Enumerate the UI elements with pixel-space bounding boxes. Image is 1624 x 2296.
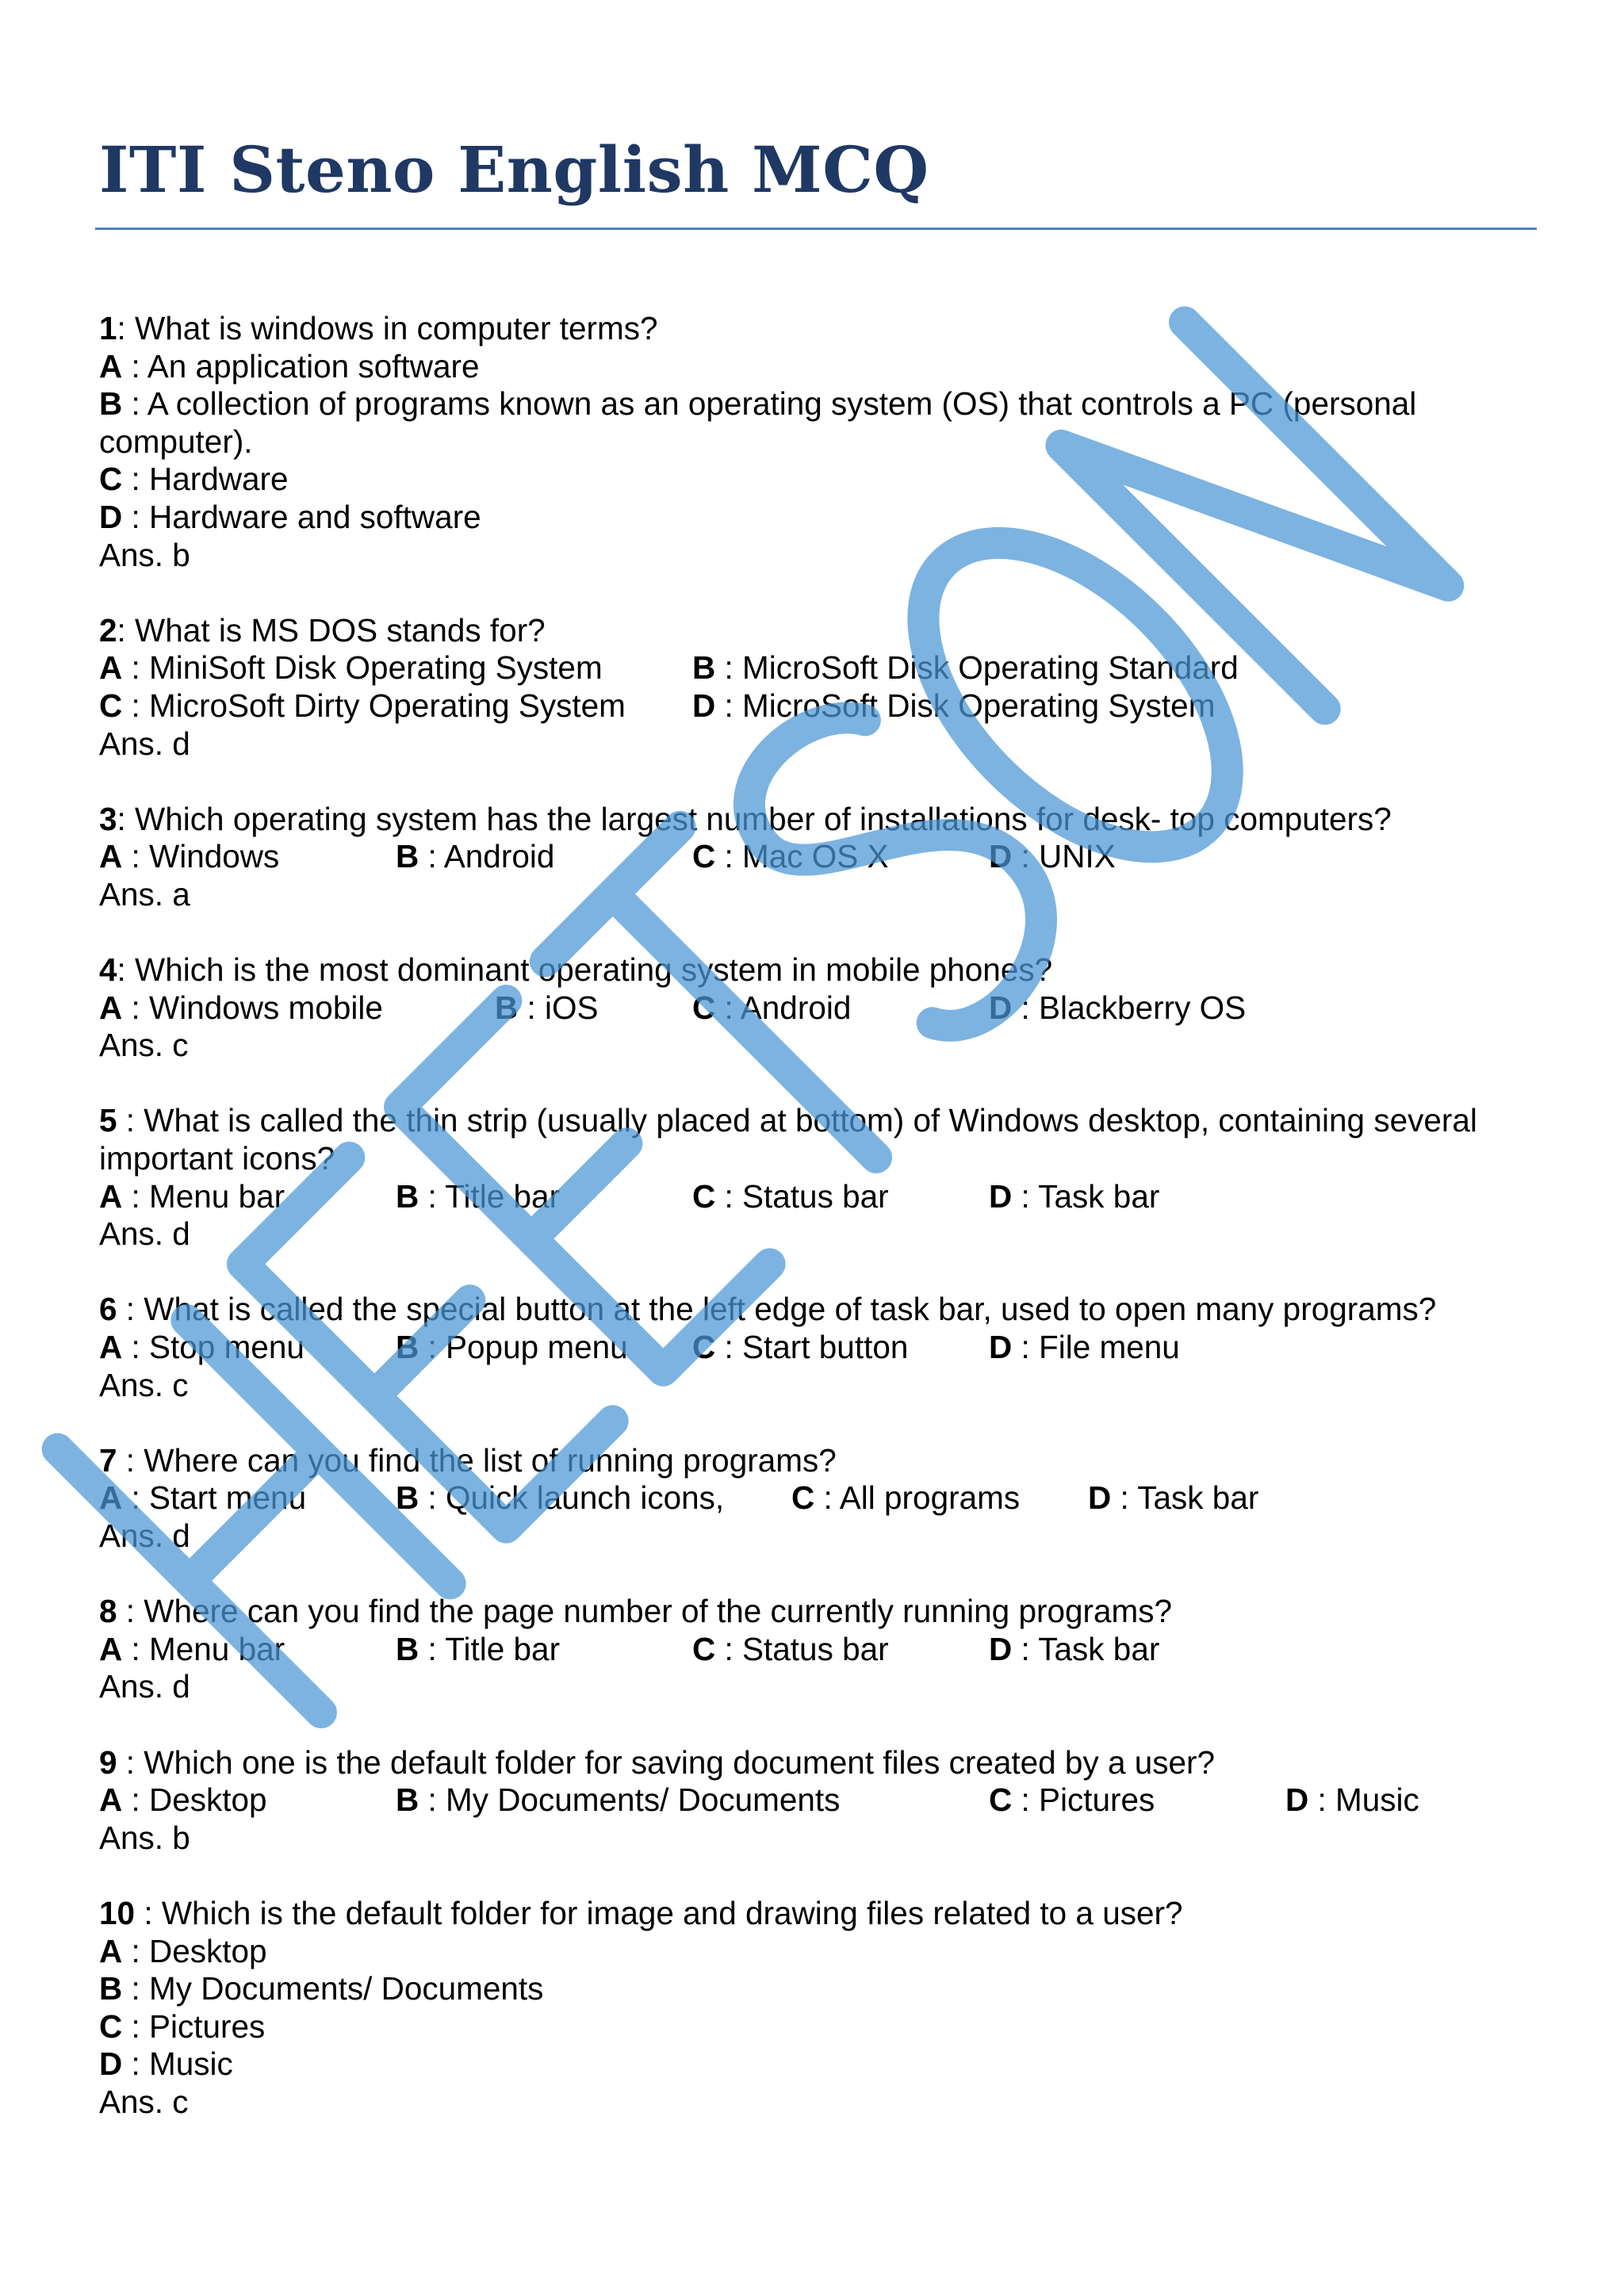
option-text: : Popup menu [419,1329,628,1366]
option-key: D [1285,1781,1309,1819]
option-text: : Status bar [715,1177,889,1215]
option-text: : Pictures [122,2007,266,2045]
option-c [692,1329,989,1367]
option-row [99,1479,1526,1517]
option-b [692,649,1239,687]
option-row [99,989,1526,1027]
question-10 [99,1895,1526,2122]
option-text: : Title bar [419,1177,561,1215]
option-row [99,1781,1526,1820]
option-d [692,687,1215,725]
option-key: B [396,1781,419,1819]
option-a [99,1631,396,1669]
answer: Ans. d [99,1668,190,1705]
option-key: C [99,461,123,498]
option-text: : iOS [518,989,599,1026]
option-c [791,1479,1088,1517]
option-d [1285,1781,1419,1820]
option-key: A [99,1177,123,1215]
question-text: 3: Which operating system has the largest number of installations for desk- top computers? [99,800,1392,837]
option-key: C [692,1329,716,1366]
option-key: D [989,838,1013,875]
option-d [99,2045,1526,2084]
answer: Ans. a [99,875,190,913]
answer: Ans. d [99,1215,190,1253]
answer: Ans. c [99,1366,189,1403]
option-d [989,1631,1159,1669]
option-key: C [692,1177,716,1215]
option-a [99,1329,396,1367]
question-number: 7 [99,1441,117,1479]
option-text: : Hardware and software [122,498,481,535]
option-a [99,1479,396,1517]
option-a [99,989,495,1027]
option-key: D [989,1630,1013,1667]
option-b [396,1178,692,1216]
option-text: : Task bar [1111,1479,1259,1517]
option-d [989,838,1116,876]
option-key: A [99,347,123,385]
option-text: : Hardware [122,461,289,498]
option-text: : Stop menu [122,1329,304,1366]
option-a [99,1178,396,1216]
option-key: B [99,1970,123,2007]
question-6 [99,1291,1526,1404]
option-key: A [99,649,123,687]
option-text: : Music [1308,1781,1419,1819]
option-b [396,1479,791,1517]
option-text: : MicroSoft Disk Operating Standard [715,649,1239,687]
option-text: : My Documents/ Documents [419,1781,841,1819]
question-text: 8 : Where can you find the page number of the currently running programs? [99,1593,1173,1630]
option-key: C [791,1479,815,1517]
option-text: : Windows [122,838,280,875]
option-key: D [99,2045,123,2083]
option-key: D [989,989,1013,1026]
page-title: ITI Steno English MCQ [99,132,929,207]
option-key: C [692,1630,716,1667]
answer: Ans. c [99,1027,189,1064]
question-text: 5 : What is called the thin strip (usually placed at bottom) of Windows desktop, containing several important icons? [99,1102,1487,1177]
question-text: 10 : Which is the default folder for image and drawing files related to a user? [99,1894,1183,1931]
option-text: : My Documents/ Documents [122,1970,544,2007]
option-key: D [99,498,123,535]
option-text: : Music [122,2045,233,2083]
question-number: 5 [99,1102,117,1139]
question-number: 3 [99,800,117,837]
option-key: C [99,687,123,724]
option-text: : Start button [715,1329,909,1366]
question-text: 6 : What is called the special button at the left edge of task bar, used to open many programs? [99,1291,1437,1328]
option-b [495,989,692,1027]
option-text: : Status bar [715,1630,889,1667]
answer: Ans. d [99,1517,190,1554]
option-text: : Quick launch icons, [419,1479,725,1517]
option-d [989,989,1246,1027]
option-text: : All programs [814,1479,1021,1517]
question-number: 1 [99,310,117,346]
option-key: A [99,1479,123,1517]
question-number: 2 [99,611,117,649]
option-text: : Desktop [122,1932,267,1969]
question-list [99,310,1526,2159]
option-key: C [989,1781,1013,1819]
option-text: : Task bar [1012,1630,1160,1667]
question-2 [99,612,1526,763]
option-key: D [989,1329,1013,1366]
option-key: D [692,687,716,724]
option-key: B [396,1329,419,1366]
option-text: : Android [419,838,555,875]
answer: Ans. d [99,725,190,762]
option-a [99,838,396,876]
option-c [692,1631,989,1669]
option-text: : Blackberry OS [1012,989,1247,1026]
option-text: : Mac OS X [715,838,889,875]
question-number: 10 [99,1894,136,1931]
question-text: 4: Which is the most dominant operating system in mobile phones? [99,951,1053,989]
option-c [989,1781,1285,1820]
option-text: : Menu bar [122,1177,285,1215]
option-d [1088,1479,1258,1517]
question-text: 2: What is MS DOS stands for? [99,611,546,649]
option-key: B [396,838,419,875]
question-4 [99,951,1526,1065]
option-key: B [396,1630,419,1667]
option-text: : File menu [1012,1329,1180,1366]
title-divider [95,228,1537,230]
option-text: : Start menu [122,1479,307,1517]
option-d [989,1178,1159,1216]
option-key: B [396,1479,419,1517]
option-d [989,1329,1180,1367]
option-c [692,1178,989,1216]
option-row [99,838,1526,876]
option-key: D [1088,1479,1112,1517]
option-b [396,838,692,876]
answer: Ans. b [99,536,190,573]
option-key: A [99,1781,123,1819]
option-row [99,649,1526,687]
option-b [396,1781,989,1820]
option-key: B [495,989,519,1026]
option-b [99,1970,1526,2008]
option-key: A [99,838,123,875]
option-key: B [692,649,716,687]
question-9 [99,1744,1526,1858]
option-text: : Android [715,989,852,1026]
option-key: B [99,385,123,423]
option-b [396,1329,692,1367]
option-row [99,1329,1526,1367]
option-key: B [396,1177,419,1215]
question-1 [99,310,1526,574]
option-a [99,1933,1526,1971]
option-key: A [99,1932,123,1969]
option-a [99,649,692,687]
question-number: 6 [99,1291,117,1328]
option-text: : MicroSoft Dirty Operating System [122,687,626,724]
option-key: C [99,2007,123,2045]
option-text: : UNIX [1012,838,1116,875]
option-c [99,687,692,725]
option-row [99,1178,1526,1216]
option-text: : Menu bar [122,1630,285,1667]
question-text: 9 : Which one is the default folder for saving document files created by a user? [99,1743,1216,1781]
option-text: : A collection of programs known as an operating system (OS) that controls a PC (personal computer). [99,385,1426,460]
option-text: : Task bar [1012,1177,1160,1215]
option-c [99,461,1526,499]
question-3 [99,801,1526,914]
option-a [99,348,1526,386]
option-key: A [99,1630,123,1667]
question-number: 9 [99,1743,117,1781]
option-d [99,499,1526,537]
question-7 [99,1442,1526,1556]
option-text: : Pictures [1012,1781,1155,1819]
option-text: : An application software [122,347,480,385]
question-number: 8 [99,1593,117,1630]
option-key: C [692,838,716,875]
option-key: A [99,989,123,1026]
option-b [396,1631,692,1669]
option-text: : MiniSoft Disk Operating System [122,649,603,687]
option-c [692,989,989,1027]
option-text: : MicroSoft Disk Operating System [715,687,1216,724]
question-text: 7 : Where can you find the list of running programs? [99,1441,837,1479]
question-8 [99,1593,1526,1706]
option-row [99,687,1526,725]
option-b [99,385,1526,461]
option-text: : Windows mobile [122,989,383,1026]
option-text: : Title bar [419,1630,561,1667]
option-c [99,2008,1526,2046]
question-number: 4 [99,951,117,989]
option-row [99,1631,1526,1669]
option-a [99,1781,396,1820]
answer: Ans. c [99,2083,189,2120]
question-5 [99,1102,1526,1253]
option-key: D [989,1177,1013,1215]
option-key: C [692,989,716,1026]
option-text: : Desktop [122,1781,267,1819]
answer: Ans. b [99,1819,190,1856]
question-text: 1: What is windows in computer terms? [99,310,658,346]
option-c [692,838,989,876]
option-key: A [99,1329,123,1366]
